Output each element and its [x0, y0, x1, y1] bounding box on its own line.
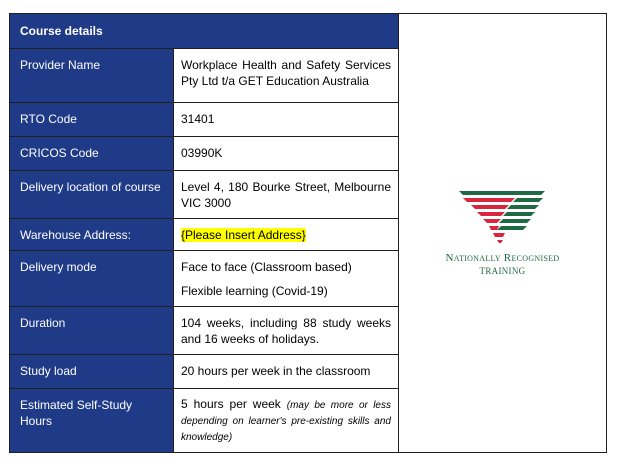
table-header: Course details	[10, 14, 399, 49]
course-details-table	[9, 13, 607, 453]
row-value-delivery-location: Level 4, 180 Bourke Street, Melbourne VIC 3000	[174, 171, 399, 219]
row-value-delivery-mode	[174, 251, 399, 307]
logo-cell	[399, 14, 607, 453]
nrt-logo-text: NATIONALLY RECOGNISED TRAINING	[445, 251, 560, 276]
delivery-mode-2: Flexible learning (Covid-19)	[181, 284, 328, 298]
row-value-provider-name: Workplace Health and Safety Services Pty Ltd t/a GET Education Australia	[174, 49, 399, 103]
row-label-cricos-code: CRICOS Code	[10, 137, 174, 171]
row-value-self-study-hours	[174, 389, 399, 453]
self-study-hours-note: (may be more or less depending on learner's pre-existing skills and knowledge)	[181, 400, 391, 443]
delivery-mode-1: Face to face (Classroom based)	[181, 260, 352, 274]
row-label-rto-code: RTO Code	[10, 103, 174, 137]
row-label-provider-name: Provider Name	[10, 49, 174, 103]
nrt-triangle-icon	[457, 189, 549, 245]
row-label-self-study-hours: Estimated Self-Study Hours	[10, 389, 174, 453]
row-value-cricos-code: 03990K	[174, 137, 399, 171]
row-label-study-load: Study load	[10, 355, 174, 389]
row-label-delivery-mode: Delivery mode	[10, 251, 174, 307]
nrt-logo	[399, 189, 606, 278]
row-label-duration: Duration	[10, 307, 174, 355]
highlighted-placeholder: {Please Insert Address}	[181, 228, 306, 242]
row-label-delivery-location: Delivery location of course	[10, 171, 174, 219]
row-value-duration: 104 weeks, including 88 study weeks and 16 weeks of holidays.	[174, 307, 399, 355]
row-label-warehouse-address: Warehouse Address:	[10, 219, 174, 251]
row-value-rto-code: 31401	[174, 103, 399, 137]
self-study-hours-text: 5 hours per week	[181, 397, 281, 411]
row-value-warehouse-address	[174, 219, 399, 251]
row-value-study-load: 20 hours per week in the classroom	[174, 355, 399, 389]
